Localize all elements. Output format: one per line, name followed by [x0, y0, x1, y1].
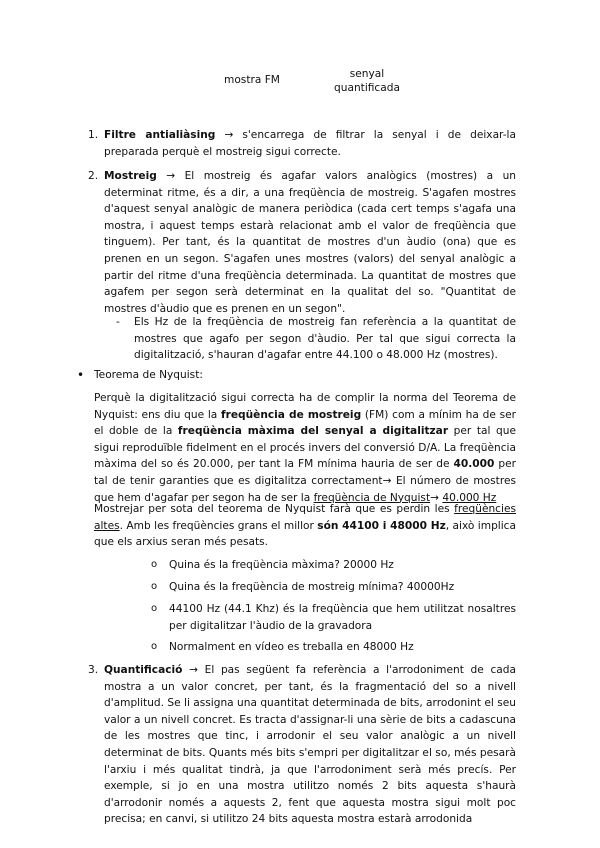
nyquist-title: Teorema de Nyquist: [94, 369, 203, 381]
sub-marker: o [151, 603, 158, 614]
list-item-sampling [104, 168, 516, 317]
list-item-filter [104, 127, 516, 160]
list-number: 3. [88, 664, 99, 676]
sub-item: Quina és la freqüència màxima? 20000 Hz [169, 559, 394, 571]
sub-marker: o [151, 559, 158, 570]
item-text: → El mostreig és agafar valors analògics (mostres) a un determinat ritme, és a dir, a una freqüència de mostreig. S'agafen mostres d'aquest senyal analògic de manera periòdica (cada cert temps s'agafa una mostra, i aquest temps estarà relacionat amb el valor de freqüència que tinguem). Per tant, és la quantitat de mostres d'un àudio (ona) que es prenen en un segon. S'agafen unes mostres (valors) del senyal analògic a partir del ritme d'una freqüència determinada. La quantitat de mostres que agafem per segon serà determinat en la qualitat del so. "Quantitat de mostres d'àudio que es prenen en un segon". [104, 170, 516, 315]
bullet-marker: • [77, 368, 85, 382]
list-number: 1. [88, 129, 99, 141]
sub-item: 44100 Hz (44.1 Khz) és la freqüència que hem utilitzat nosaltres per digitalitzar l'àudio de la gravadora [169, 603, 516, 632]
dash-marker: - [116, 316, 120, 328]
item-title: Quantificació [104, 664, 183, 676]
header-right-label: senyal quantificada [334, 68, 400, 94]
sub-item: Normalment en vídeo es treballa en 48000 Hz [169, 641, 414, 653]
nyquist-paragraph-2: Mostrejar per sota del teorema de Nyquist farà que es perdin les freqüències altes. Amb les freqüències grans el millor són 44100 i 48000 Hz, això implica que els arxius seran més pesats. [94, 503, 516, 549]
dash-item: Els Hz de la freqüència de mostreig fan referència a la quantitat de mostres que agafo per segon d'àudio. Per tal que sigui correcta la digitalització, s'hauran d'agafar entre 44.100 o 48.000 Hz (mostres). [134, 316, 516, 362]
item-title: Mostreig [104, 170, 157, 182]
sub-marker: o [151, 641, 158, 652]
item-text: → s'encarrega de filtrar la senyal i de deixar-la preparada perquè el mostreig sigui correcte. [104, 129, 516, 158]
item-text: → El pas següent fa referència a l'arrodoniment de cada mostra a un valor concret, per tant, és la fragmentació del so a nivell d'amplitud. Se li assigna una quantitat determinada de bits, arrodonint el seu valor a un nivell concret. Es tracta d'assignar-li una sèrie de bits a cadascuna de les mostres que tinc, i arrodonir el seu valor analògic a un nivell determinat de bits. Quants més bits s'empri per digitalitzar el so, més pesarà l'arxiu i més qualitat tindrà, ja que l'arrodoniment serà més precís. Per exemple, si jo en una mostra utilitzo només 2 bits aquesta s'haurà d'arrodonir només a aquests 2, fent que aquesta mostra sigui molt poc precisa; en canvi, si utilitzo 24 bits aquesta mostra estarà arrodonida [104, 664, 516, 826]
item-title: Filtre antialiàsing [104, 129, 216, 141]
sub-item: Quina és la freqüència de mostreig mínima? 40000Hz [169, 581, 455, 593]
header-left-label: mostra FM [224, 74, 280, 86]
nyquist-paragraph-1: Perquè la digitalització sigui correcta ha de complir la norma del Teorema de Nyquist: ens diu que la freqüència de mostreig (FM) com a mínim ha de ser el doble de la freqüència màxima del senyal a digitalitzar per tal que sigui reproduïble fidelment en el procés invers del conversió D/A. La freqüència màxima del so és 20.000, per tant la FM mínima hauria de ser de 40.000 per tal de tenir garanties que es digitalitza correctament→ El número de mostres que hem d'agafar per segon ha de ser la freqüència de Nyquist→ 40.000 Hz [94, 392, 516, 504]
list-item-quantization [104, 662, 516, 828]
list-number: 2. [88, 170, 99, 182]
sub-marker: o [151, 581, 158, 592]
